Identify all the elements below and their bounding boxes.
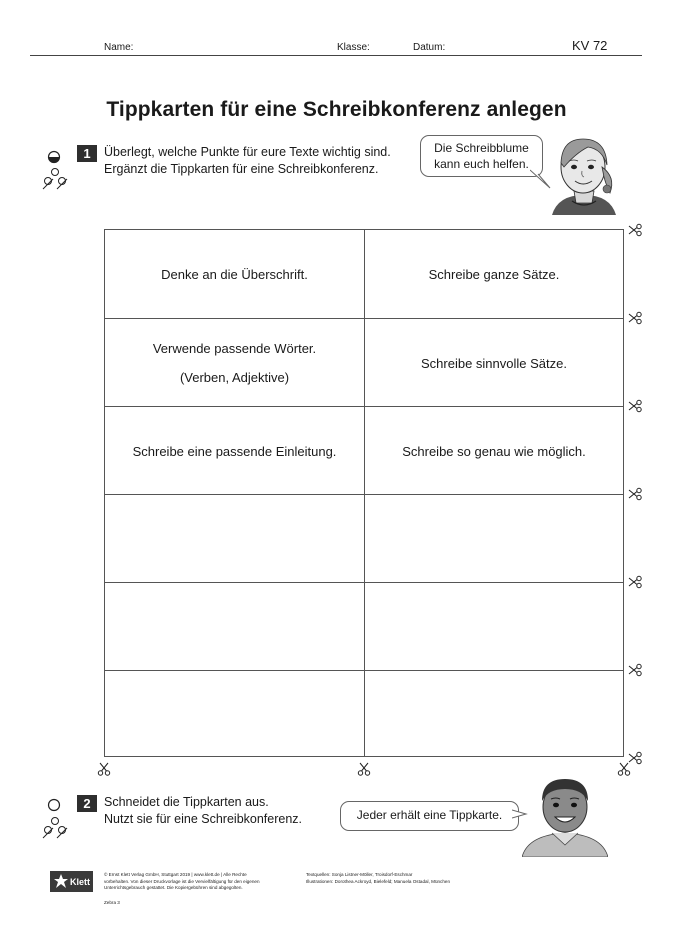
scissors-icon [628,399,642,413]
tip-card-2-text: Schreibe ganze Sätze. [428,266,560,282]
tip-card-3-text: Verwende passende Wörter. [152,341,317,356]
tip-card-blank-7[interactable] [105,495,364,583]
speech-bubble-boy: Jeder erhält eine Tippkarte. [340,801,519,831]
tip-card-3-subtext: (Verben, Adjektive) [179,370,290,385]
tip-card-blank-9[interactable] [105,583,364,671]
scissors-icon [628,487,642,501]
book-title: Zebra 3 [104,900,120,905]
partner-work-icon [42,816,68,840]
speech-bubble-girl [420,135,543,177]
tip-card-blank-8[interactable] [365,495,623,583]
tip-card-blank-10[interactable] [365,583,623,671]
task2-line1: Schneidet die Tippkarten aus. [104,795,269,809]
tip-card-5-text: Schreibe eine passende Einleitung. [132,443,337,459]
copyright-notice [104,872,294,892]
scissors-icon [628,575,642,589]
date-label: Datum: [413,42,446,53]
scissors-icon [357,762,371,776]
task1-line1: Überlegt, welche Punkte für eure Texte wichtig sind. [104,145,391,159]
scissors-icon [617,762,631,776]
bubble-girl-line2: kann euch helfen. [434,157,529,171]
page-title: Tippkarten für eine Schreibkonferenz anlegen [106,98,567,121]
task2-instruction [104,794,302,828]
half-filled-circle-icon [47,150,61,164]
tip-card-blank-11[interactable] [105,671,364,757]
copyright-line1: © Ernst Klett Verlag GmbH, Stuttgart 2019 | www.klett.de | Alle Rechte [104,872,247,877]
bubble-tail [530,150,552,190]
tip-card-1 [105,230,364,318]
publisher-name: Klett [70,876,90,887]
tip-card-6 [365,407,623,495]
partner-work-icon [42,167,68,191]
klett-emblem-icon [53,873,69,889]
header-rule [30,55,642,56]
scissors-icon [628,663,642,677]
tip-card-1-text: Denke an die Überschrift. [161,266,308,282]
copyright-line2: vorbehalten. Von dieser Druckvorlage ist die Vervielfältigung für den eigenen [104,878,260,884]
credits [306,872,506,885]
tip-card-grid [104,229,624,757]
worksheet-code: KV 72 [572,38,608,53]
scissors-icon [628,311,642,325]
copyright-line3: Unterrichtsgebrauch gestattet. Die Kopiergebühren sind abgegolten. [104,885,243,890]
girl-illustration [550,133,618,215]
tip-card-blank-12[interactable] [365,671,623,757]
name-label: Name: [104,42,134,53]
illustration-credits: Illustrationen: Dorothea Ackroyd, Bielefeld; Manuela Ostadal, München [306,878,451,884]
class-label: Klasse: [337,42,370,53]
klett-logo [50,871,93,892]
tip-card-3 [105,319,364,407]
empty-circle-icon [47,798,61,812]
tip-card-6-text: Schreibe so genau wie möglich. [402,443,586,459]
tip-card-4-text: Schreibe sinnvolle Sätze. [421,355,567,371]
task1-instruction [104,144,391,178]
tip-card-5 [105,407,364,495]
task1-line2: Ergänzt die Tippkarten für eine Schreibkonferenz. [104,162,379,176]
boy-illustration [522,775,608,857]
text-sources: Textquellen: Sonja Listner-Möller, Troisdorf-Eschmar [306,872,413,877]
task2-line2: Nutzt sie für eine Schreibkonferenz. [104,812,303,826]
scissors-icon [628,223,642,237]
scissors-icon [97,762,111,776]
bubble-girl-line1: Die Schreibblume [434,141,529,155]
tip-card-2 [365,230,623,318]
task-number-2: 2 [77,795,97,812]
tip-card-4 [365,319,623,407]
task-number-1: 1 [77,145,97,162]
